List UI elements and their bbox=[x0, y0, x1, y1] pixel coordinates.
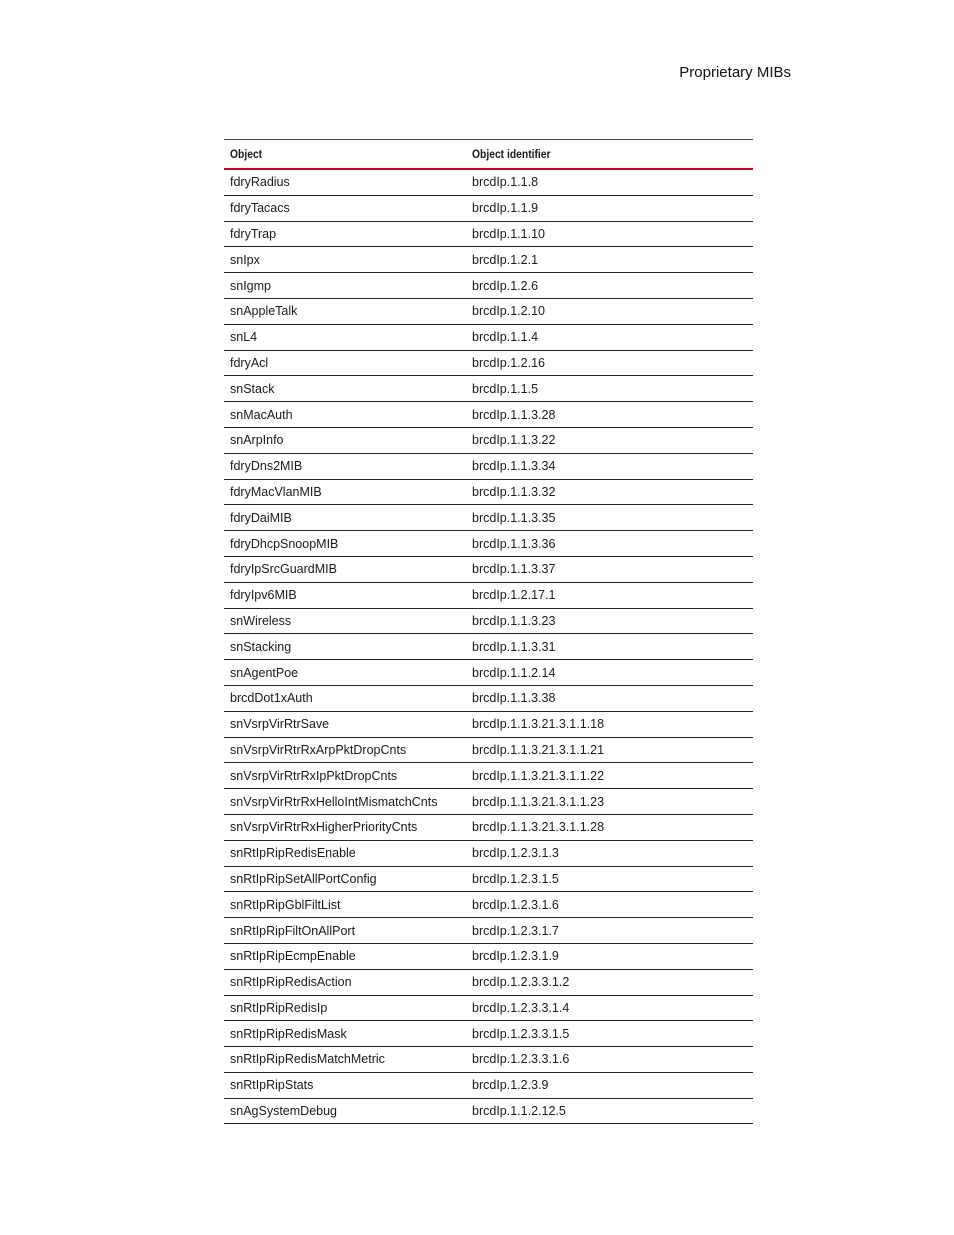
table-row bbox=[224, 376, 753, 402]
cell-object: snRtIpRipStats bbox=[224, 1072, 466, 1098]
cell-object-identifier: brcdIp.1.2.17.1 bbox=[466, 582, 753, 608]
table-row bbox=[224, 402, 753, 428]
cell-object-identifier: brcdIp.1.1.3.28 bbox=[466, 402, 753, 428]
table-row bbox=[224, 608, 753, 634]
cell-object-identifier: brcdIp.1.2.3.1.9 bbox=[466, 943, 753, 969]
table-header bbox=[224, 140, 753, 170]
cell-object: fdryIpv6MIB bbox=[224, 582, 466, 608]
cell-object-identifier: brcdIp.1.2.3.3.1.6 bbox=[466, 1047, 753, 1073]
cell-object: snIpx bbox=[224, 247, 466, 273]
cell-object-identifier: brcdIp.1.1.3.21.3.1.1.23 bbox=[466, 789, 753, 815]
table-row bbox=[224, 427, 753, 453]
mib-object-table-container bbox=[224, 139, 753, 1124]
table-row bbox=[224, 892, 753, 918]
table-row bbox=[224, 995, 753, 1021]
cell-object-identifier: brcdIp.1.1.3.21.3.1.1.21 bbox=[466, 737, 753, 763]
cell-object: snRtIpRipRedisIp bbox=[224, 995, 466, 1021]
cell-object-identifier: brcdIp.1.1.3.32 bbox=[466, 479, 753, 505]
cell-object-identifier: brcdIp.1.2.10 bbox=[466, 298, 753, 324]
cell-object: snRtIpRipRedisMatchMetric bbox=[224, 1047, 466, 1073]
table-row bbox=[224, 479, 753, 505]
cell-object: fdryMacVlanMIB bbox=[224, 479, 466, 505]
cell-object: snVsrpVirRtrRxArpPktDropCnts bbox=[224, 737, 466, 763]
table-row bbox=[224, 350, 753, 376]
cell-object-identifier: brcdIp.1.2.3.9 bbox=[466, 1072, 753, 1098]
cell-object: snWireless bbox=[224, 608, 466, 634]
table-row bbox=[224, 505, 753, 531]
cell-object-identifier: brcdIp.1.2.1 bbox=[466, 247, 753, 273]
table-row bbox=[224, 763, 753, 789]
cell-object: snAgentPoe bbox=[224, 660, 466, 686]
cell-object-identifier: brcdIp.1.1.5 bbox=[466, 376, 753, 402]
table-row bbox=[224, 247, 753, 273]
cell-object-identifier: brcdIp.1.1.2.14 bbox=[466, 660, 753, 686]
table-row bbox=[224, 789, 753, 815]
table-row bbox=[224, 1047, 753, 1073]
cell-object: fdryTrap bbox=[224, 221, 466, 247]
table-row bbox=[224, 943, 753, 969]
cell-object-identifier: brcdIp.1.1.10 bbox=[466, 221, 753, 247]
cell-object-identifier: brcdIp.1.2.3.1.5 bbox=[466, 866, 753, 892]
cell-object: fdryDaiMIB bbox=[224, 505, 466, 531]
cell-object-identifier: brcdIp.1.1.9 bbox=[466, 195, 753, 221]
cell-object-identifier: brcdIp.1.2.3.3.1.4 bbox=[466, 995, 753, 1021]
cell-object: snVsrpVirRtrSave bbox=[224, 711, 466, 737]
table-body bbox=[224, 169, 753, 1124]
column-header-object-identifier: Object identifier bbox=[466, 140, 753, 170]
table-row bbox=[224, 814, 753, 840]
cell-object: snAgSystemDebug bbox=[224, 1098, 466, 1124]
cell-object: fdryRadius bbox=[224, 169, 466, 195]
cell-object-identifier: brcdIp.1.1.3.36 bbox=[466, 531, 753, 557]
cell-object-identifier: brcdIp.1.2.3.1.3 bbox=[466, 840, 753, 866]
cell-object-identifier: brcdIp.1.1.3.35 bbox=[466, 505, 753, 531]
cell-object-identifier: brcdIp.1.1.3.23 bbox=[466, 608, 753, 634]
table-row bbox=[224, 685, 753, 711]
cell-object-identifier: brcdIp.1.1.8 bbox=[466, 169, 753, 195]
table-row bbox=[224, 840, 753, 866]
table-row bbox=[224, 556, 753, 582]
table-row bbox=[224, 1098, 753, 1124]
cell-object: snRtIpRipSetAllPortConfig bbox=[224, 866, 466, 892]
cell-object: snArpInfo bbox=[224, 427, 466, 453]
table-row bbox=[224, 634, 753, 660]
mib-object-table bbox=[224, 139, 753, 1124]
table-row bbox=[224, 582, 753, 608]
table-row bbox=[224, 273, 753, 299]
cell-object: fdryIpSrcGuardMIB bbox=[224, 556, 466, 582]
table-row bbox=[224, 1072, 753, 1098]
cell-object: snAppleTalk bbox=[224, 298, 466, 324]
cell-object-identifier: brcdIp.1.2.3.1.7 bbox=[466, 918, 753, 944]
table-row bbox=[224, 711, 753, 737]
cell-object: snRtIpRipRedisMask bbox=[224, 1021, 466, 1047]
cell-object: fdryDhcpSnoopMIB bbox=[224, 531, 466, 557]
cell-object: snMacAuth bbox=[224, 402, 466, 428]
table-row bbox=[224, 169, 753, 195]
cell-object: fdryTacacs bbox=[224, 195, 466, 221]
cell-object-identifier: brcdIp.1.1.2.12.5 bbox=[466, 1098, 753, 1124]
cell-object: fdryDns2MIB bbox=[224, 453, 466, 479]
table-row bbox=[224, 531, 753, 557]
table-row bbox=[224, 866, 753, 892]
cell-object-identifier: brcdIp.1.2.3.3.1.2 bbox=[466, 969, 753, 995]
table-row bbox=[224, 918, 753, 944]
cell-object-identifier: brcdIp.1.1.3.37 bbox=[466, 556, 753, 582]
cell-object-identifier: brcdIp.1.1.3.34 bbox=[466, 453, 753, 479]
table-row bbox=[224, 969, 753, 995]
cell-object: snL4 bbox=[224, 324, 466, 350]
cell-object-identifier: brcdIp.1.2.16 bbox=[466, 350, 753, 376]
cell-object: snRtIpRipGblFiltList bbox=[224, 892, 466, 918]
table-row bbox=[224, 221, 753, 247]
cell-object-identifier: brcdIp.1.1.3.22 bbox=[466, 427, 753, 453]
table-header-row bbox=[224, 140, 753, 170]
cell-object: snRtIpRipRedisEnable bbox=[224, 840, 466, 866]
table-row bbox=[224, 195, 753, 221]
cell-object: fdryAcl bbox=[224, 350, 466, 376]
cell-object-identifier: brcdIp.1.2.3.1.6 bbox=[466, 892, 753, 918]
cell-object-identifier: brcdIp.1.1.3.31 bbox=[466, 634, 753, 660]
table-row bbox=[224, 660, 753, 686]
column-header-object: Object bbox=[224, 140, 466, 170]
cell-object-identifier: brcdIp.1.2.3.3.1.5 bbox=[466, 1021, 753, 1047]
running-header-title: Proprietary MIBs bbox=[679, 64, 791, 81]
cell-object: snStack bbox=[224, 376, 466, 402]
cell-object: snStacking bbox=[224, 634, 466, 660]
cell-object-identifier: brcdIp.1.2.6 bbox=[466, 273, 753, 299]
cell-object-identifier: brcdIp.1.1.3.21.3.1.1.22 bbox=[466, 763, 753, 789]
table-row bbox=[224, 324, 753, 350]
cell-object-identifier: brcdIp.1.1.3.21.3.1.1.28 bbox=[466, 814, 753, 840]
table-row bbox=[224, 298, 753, 324]
cell-object: snRtIpRipEcmpEnable bbox=[224, 943, 466, 969]
cell-object: brcdDot1xAuth bbox=[224, 685, 466, 711]
cell-object-identifier: brcdIp.1.1.3.21.3.1.1.18 bbox=[466, 711, 753, 737]
cell-object-identifier: brcdIp.1.1.4 bbox=[466, 324, 753, 350]
cell-object: snIgmp bbox=[224, 273, 466, 299]
table-row bbox=[224, 737, 753, 763]
cell-object: snVsrpVirRtrRxHigherPriorityCnts bbox=[224, 814, 466, 840]
table-row bbox=[224, 453, 753, 479]
cell-object: snVsrpVirRtrRxIpPktDropCnts bbox=[224, 763, 466, 789]
cell-object: snVsrpVirRtrRxHelloIntMismatchCnts bbox=[224, 789, 466, 815]
cell-object-identifier: brcdIp.1.1.3.38 bbox=[466, 685, 753, 711]
cell-object: snRtIpRipRedisAction bbox=[224, 969, 466, 995]
table-row bbox=[224, 1021, 753, 1047]
cell-object: snRtIpRipFiltOnAllPort bbox=[224, 918, 466, 944]
